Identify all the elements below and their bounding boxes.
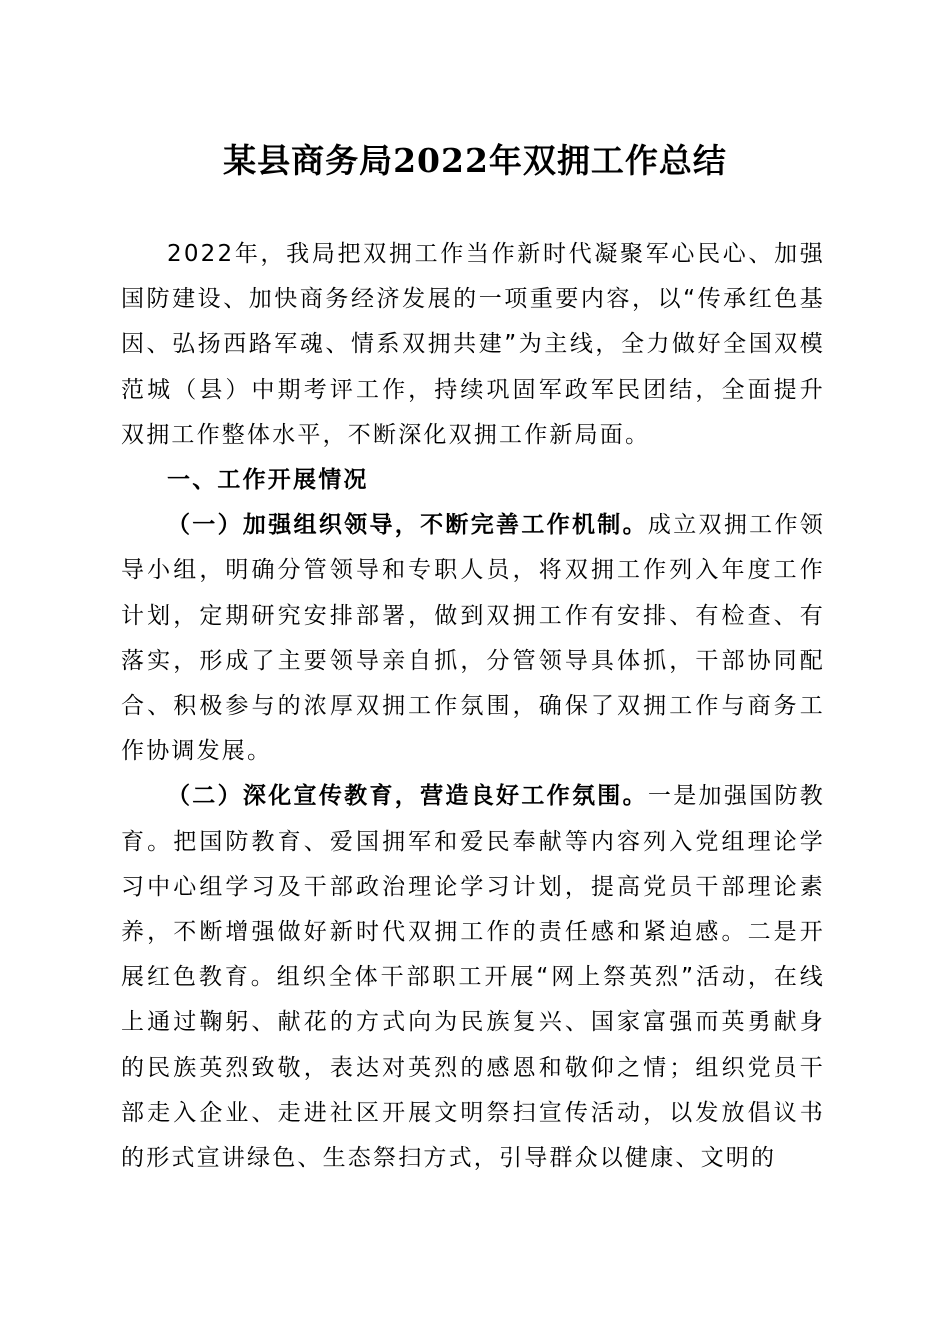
- item-1-lead: （一）加强组织领导，不断完善工作机制。: [167, 512, 648, 539]
- paragraph-item-2: [121, 774, 825, 1181]
- intro-paragraph: 2022年，我局把双拥工作当作新时代凝聚军心民心、加强国防建设、加快商务经济发展的一项重要内容，以“传承红色基因、弘扬西路军魂、情系双拥共建”为主线，全力做好全国双模范城（县）中期考评工作，持续巩固军政军民团结，全面提升双拥工作整体水平，不断深化双拥工作新局面。: [121, 241, 825, 448]
- item-2-text: 一是加强国防教育。把国防教育、爱国拥军和爱民奉献等内容列入党组理论学习中心组学习及干部政治理论学习计划，提高党员干部理论素养，不断增强做好新时代双拥工作的责任感和紧迫感。二是开展红色教育。组织全体干部职工开展“网上祭英烈”活动，在线上通过鞠躬、献花的方式向为民族复兴、国家富强而英勇献身的民族英烈致敬，表达对英烈的感恩和敬仰之情；组织党员干部走入企业、走进社区开展文明祭扫宣传活动，以发放倡议书的形式宣讲绿色、生态祭扫方式，引导群众以健康、文明的: [121, 783, 825, 1172]
- document-body: [121, 232, 825, 1181]
- item-1-text: 成立双拥工作领导小组，明确分管领导和专职人员，将双拥工作列入年度工作计划，定期研究安排部署，做到双拥工作有安排、有检查、有落实，形成了主要领导亲自抓，分管领导具体抓，干部协同配合、积极参与的浓厚双拥工作氛围，确保了双拥工作与商务工作协调发展。: [121, 512, 825, 765]
- document-title: 某县商务局2022年双拥工作总结: [223, 141, 727, 180]
- paragraph-item-1: [121, 503, 825, 774]
- section-heading: 一、工作开展情况: [167, 467, 369, 494]
- item-2-lead: （二）深化宣传教育，营造良好工作氛围。: [167, 783, 648, 810]
